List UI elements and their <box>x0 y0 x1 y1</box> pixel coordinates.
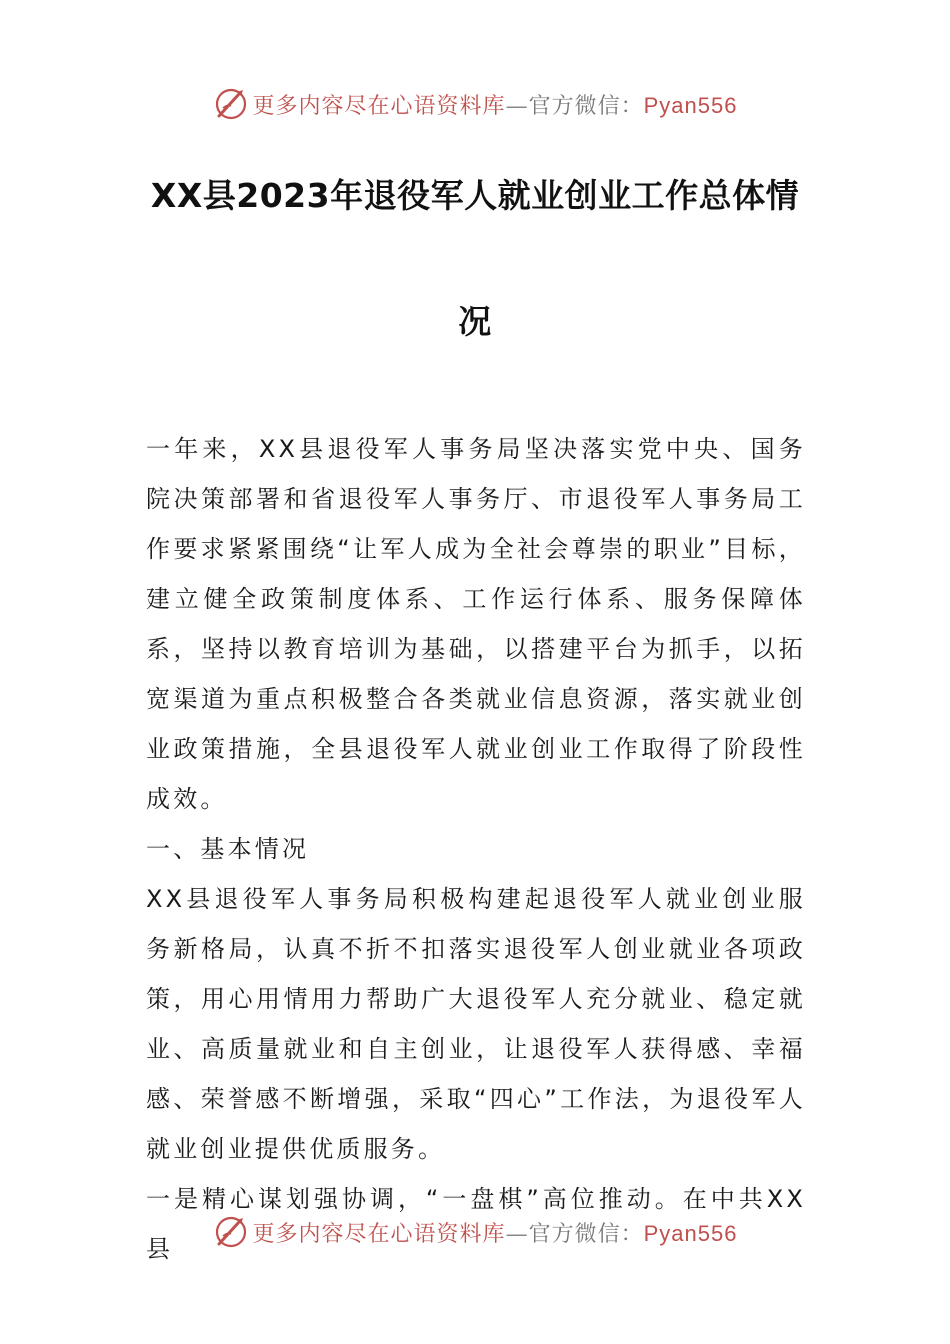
pen-circle-logo-icon <box>213 86 249 122</box>
watermark-separator: — <box>505 1221 529 1247</box>
watermark-wechat-id: Pyan556 <box>643 92 738 118</box>
watermark-wechat-label: 官方微信： <box>528 1221 644 1247</box>
paragraph-basic-situation: XX县退役军人事务局积极构建起退役军人就业创业服务新格局，认真不折不扣落实退役军人创业就业各项政策，用心用情用力帮助广大退役军人充分就业、稳定就业、高质量就业和自主创业，让退役军人获得感、幸福感、荣誉感不断增强，采取“四心”工作法，为退役军人就业创业提供优质服务。 <box>146 885 806 1163</box>
watermark-banner-bottom <box>0 1212 950 1252</box>
watermark-separator: — <box>505 93 529 119</box>
paragraph-intro: 一年来，XX县退役军人事务局坚决落实党中央、国务院决策部署和省退役军人事务厅、市退役军人事务局工作要求紧紧围绕“让军人成为全社会尊崇的职业”目标，建立健全政策制度体系、工作运行体系、服务保障体系，坚持以教育培训为基础，以搭建平台为抓手，以拓宽渠道为重点积极整合各类就业信息资源，落实就业创业政策措施，全县退役军人就业创业工作取得了阶段性成效。 <box>146 435 806 813</box>
watermark-wechat-id: Pyan556 <box>643 1220 738 1246</box>
watermark-brand: 更多内容尽在心语资料库 <box>252 93 506 119</box>
document-body <box>146 424 806 1274</box>
watermark-banner-top <box>0 84 950 124</box>
paragraph-point-one: 一是精心谋划强协调，“一盘棋”高位推动。在中共XX县 <box>146 1185 806 1263</box>
pen-circle-logo-icon <box>213 1214 249 1250</box>
watermark-text <box>253 89 738 120</box>
watermark-brand: 更多内容尽在心语资料库 <box>252 1221 506 1247</box>
document-title-line2: 况 <box>458 302 492 341</box>
watermark-wechat-label: 官方微信： <box>528 93 644 119</box>
document-title-line1: XX县2023年退役军人就业创业工作总体情 <box>150 176 800 215</box>
watermark-text <box>253 1217 738 1248</box>
section-heading-basic: 一、基本情况 <box>146 835 310 863</box>
